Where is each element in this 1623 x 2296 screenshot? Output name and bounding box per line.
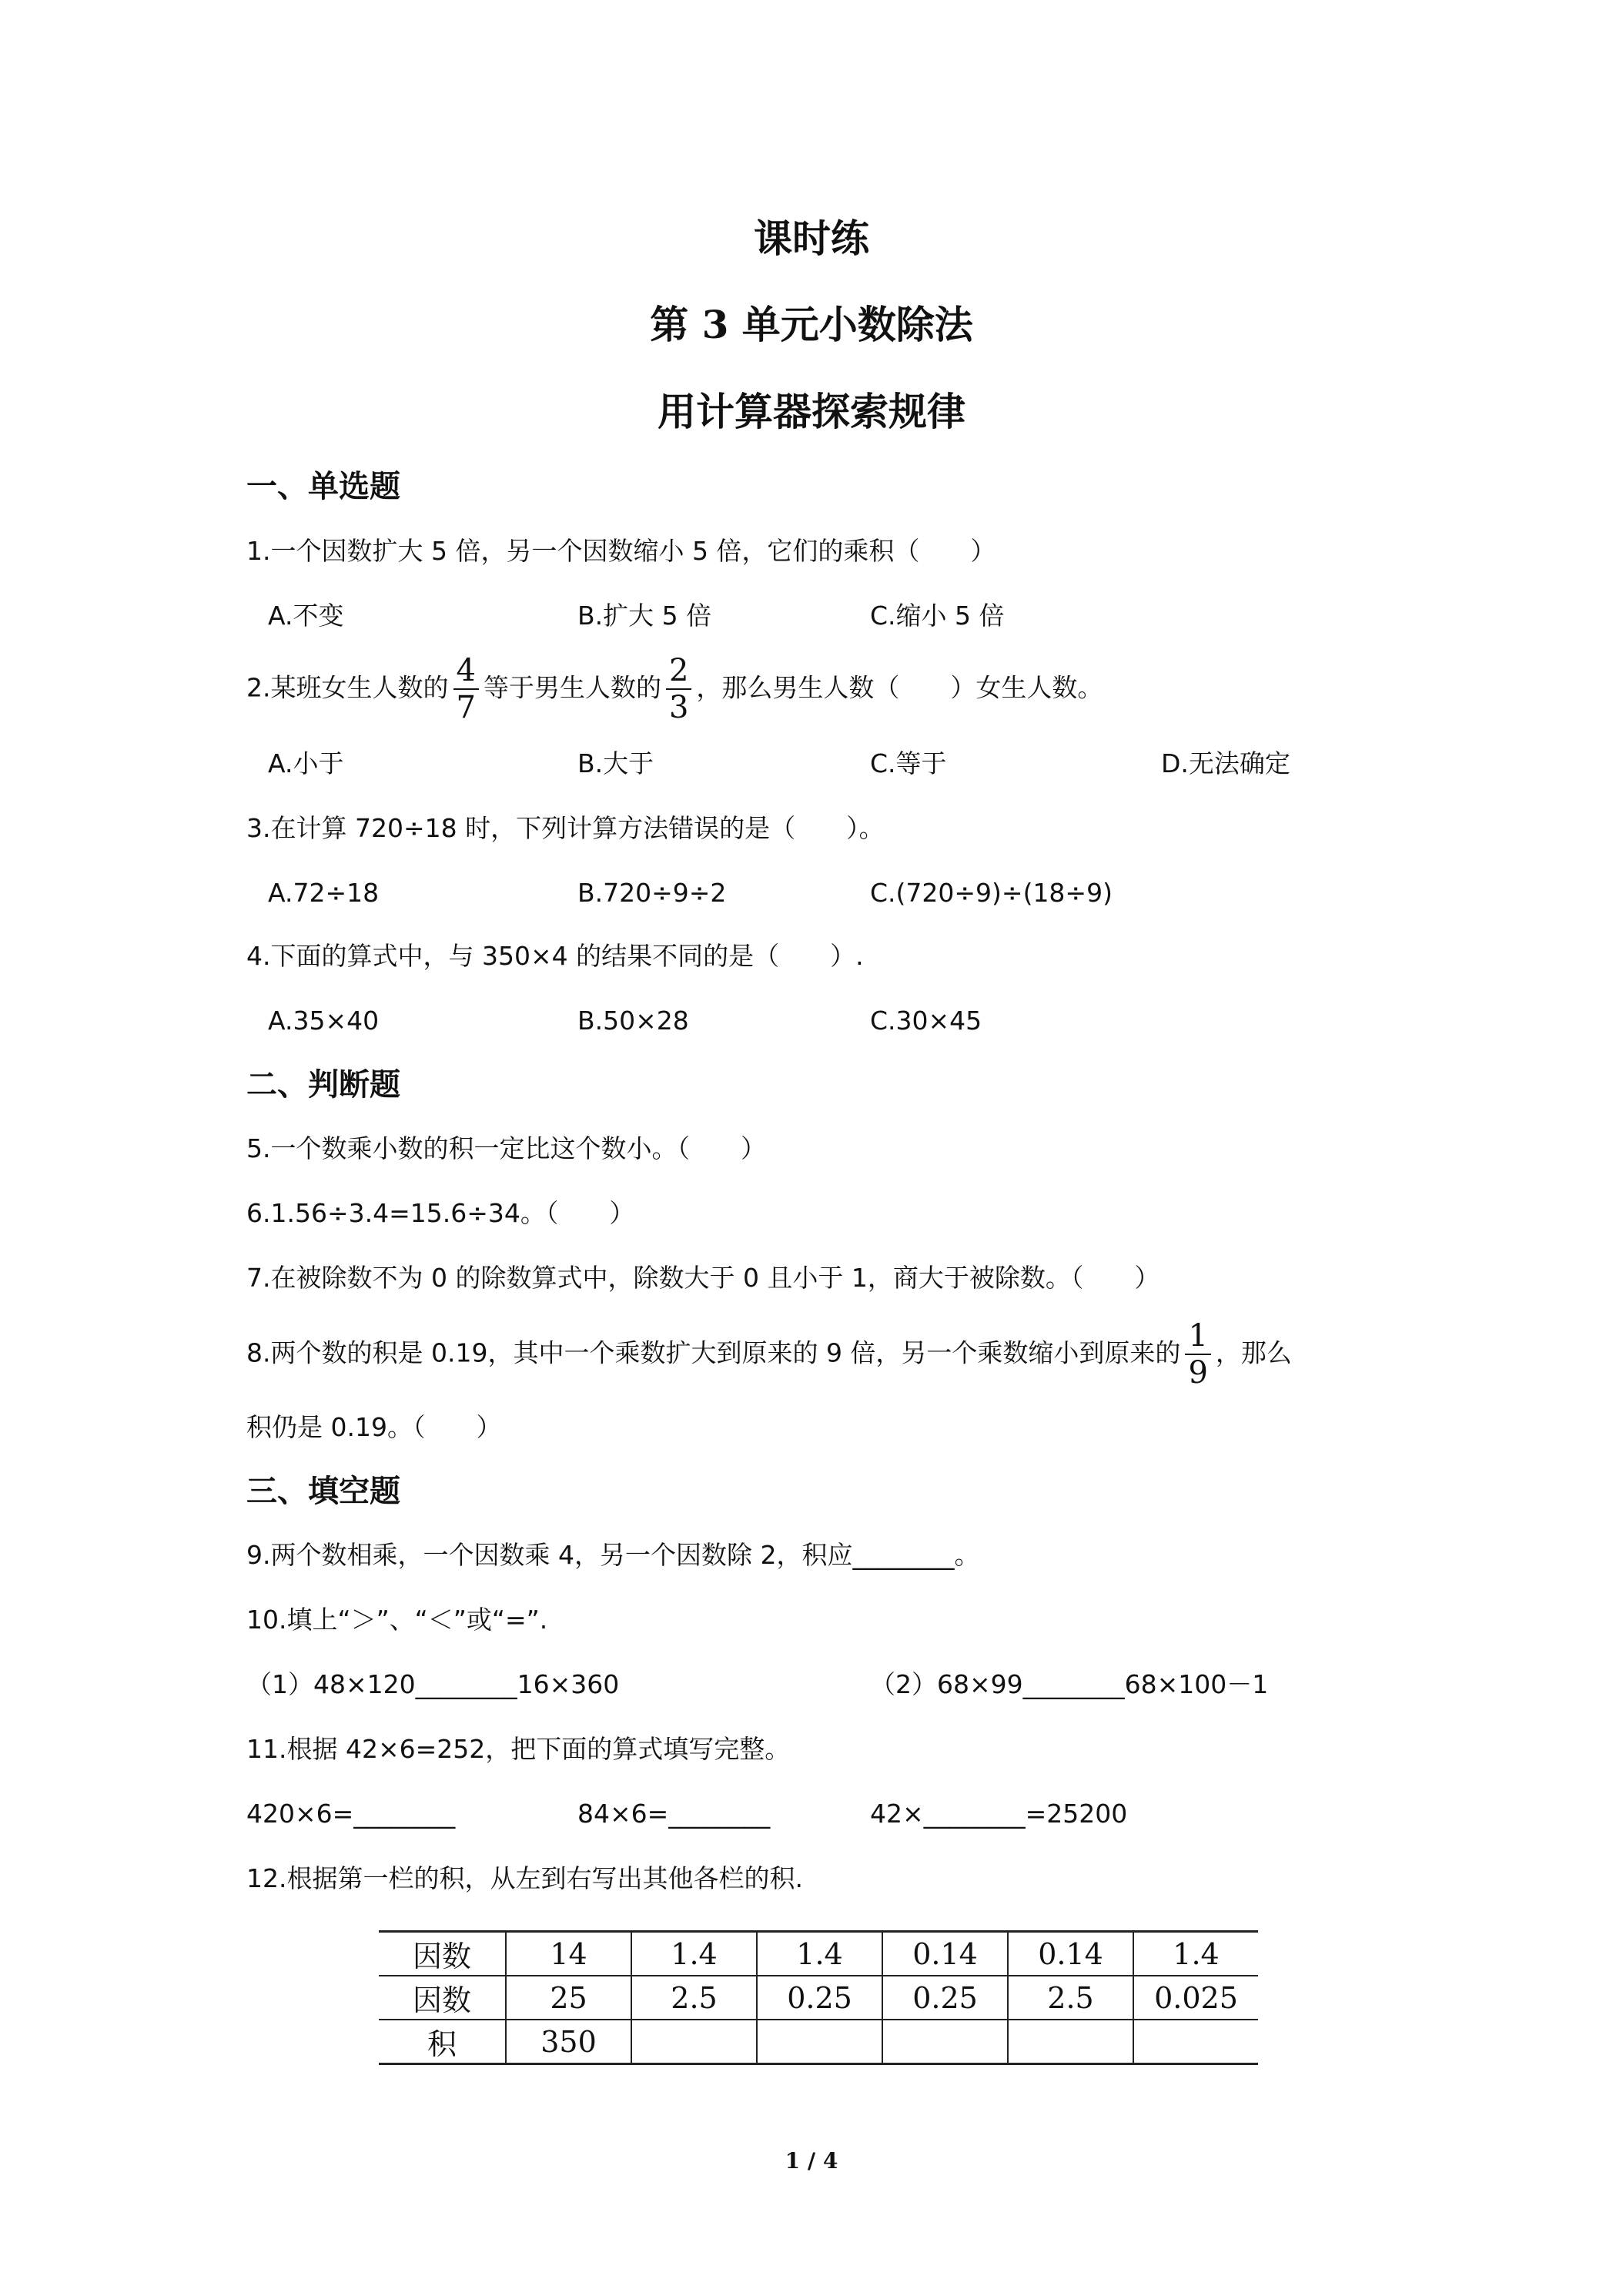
unit-title: 第 3 单元小数除法 — [650, 302, 973, 347]
table-cell: 0.25 — [757, 1976, 882, 2020]
question-8-line-2: 积仍是 0.19。（ ） — [246, 1412, 502, 1442]
table-cell: 14 — [506, 1932, 631, 1976]
factor-product-table — [379, 1930, 1258, 2065]
question-11: 11.根据 42×6=252，把下面的算式填写完整。 — [246, 1734, 791, 1764]
q1-option-a: A.不变 — [268, 601, 344, 631]
q8-numerator: 1 — [1185, 1318, 1210, 1355]
q2-option-b: B.大于 — [577, 748, 654, 778]
table-cell: 2.5 — [631, 1976, 757, 2020]
section-fill-blank: 三、填空题 — [246, 1474, 400, 1509]
question-4: 4.下面的算式中，与 350×4 的结果不同的是（ ）. — [246, 941, 864, 971]
q10-part-2: （2）68×99________68×100－1 — [870, 1669, 1269, 1699]
table-cell — [631, 2020, 757, 2064]
q11-part-2: 84×6=________ — [577, 1799, 771, 1829]
section-true-false: 二、判断题 — [246, 1067, 400, 1103]
q11-part-1: 420×6=________ — [246, 1799, 456, 1829]
table-cell — [1133, 2020, 1258, 2064]
q4-option-b: B.50×28 — [577, 1006, 689, 1036]
q2-option-d: D.无法确定 — [1161, 748, 1290, 778]
table-cell: 1.4 — [757, 1932, 882, 1976]
table-cell — [757, 2020, 882, 2064]
q2-text-post: ，那么男生人数（ ）女生人数。 — [696, 672, 1103, 703]
q4-option-c: C.30×45 — [870, 1006, 982, 1036]
table-cell: 0.25 — [882, 1976, 1008, 2020]
q2-f2-numerator: 2 — [666, 653, 691, 690]
table-row — [379, 1932, 1258, 1976]
table-cell — [1008, 2020, 1133, 2064]
table-row — [379, 2020, 1258, 2064]
q3-option-b: B.720÷9÷2 — [577, 878, 727, 908]
question-1: 1.一个因数扩大 5 倍，另一个因数缩小 5 倍，它们的乘积（ ） — [246, 536, 996, 566]
q8-denominator: 9 — [1188, 1355, 1208, 1391]
table-cell: 因数 — [379, 1976, 506, 2020]
q2-f2-denominator: 3 — [668, 690, 689, 725]
question-12: 12.根据第一栏的积，从左到右写出其他各栏的积. — [246, 1863, 803, 1893]
question-6: 6.1.56÷3.4=15.6÷34。（ ） — [246, 1198, 635, 1228]
doc-title: 课时练 — [754, 216, 869, 261]
table-cell: 1.4 — [1133, 1932, 1258, 1976]
q2-f1-denominator: 7 — [456, 690, 476, 725]
question-8 — [246, 1318, 1292, 1391]
lesson-title: 用计算器探索规律 — [658, 389, 965, 434]
q10-part-1: （1）48×120________16×360 — [246, 1669, 620, 1699]
question-9: 9.两个数相乘，一个因数乘 4，另一个因数除 2，积应________。 — [246, 1540, 980, 1570]
q2-option-c: C.等于 — [870, 748, 947, 778]
q2-fraction-1 — [453, 653, 479, 725]
q8-text-post: ，那么 — [1215, 1337, 1292, 1368]
table-cell: 0.025 — [1133, 1976, 1258, 2020]
q3-option-c: C.(720÷9)÷(18÷9) — [870, 878, 1113, 908]
q1-option-c: C.缩小 5 倍 — [870, 601, 1005, 631]
question-2 — [246, 653, 1103, 725]
q2-text-pre: 2.某班女生人数的 — [246, 672, 449, 703]
table-cell — [882, 2020, 1008, 2064]
table-cell: 25 — [506, 1976, 631, 2020]
q8-fraction — [1185, 1318, 1210, 1391]
table-cell: 积 — [379, 2020, 506, 2064]
q11-part-3: 42×________=25200 — [870, 1799, 1128, 1829]
q2-f1-numerator: 4 — [453, 653, 479, 690]
q8-text-pre: 8.两个数的积是 0.19，其中一个乘数扩大到原来的 9 倍，另一个乘数缩小到原来的 — [246, 1337, 1181, 1368]
table-cell: 2.5 — [1008, 1976, 1133, 2020]
section-single-choice: 一、单选题 — [246, 469, 400, 504]
question-7: 7.在被除数不为 0 的除数算式中，除数大于 0 且小于 1，商大于被除数。（ ） — [246, 1263, 1160, 1293]
table-cell: 因数 — [379, 1932, 506, 1976]
page-number: 1 / 4 — [785, 2148, 838, 2174]
table-cell: 0.14 — [882, 1932, 1008, 1976]
q3-option-a: A.72÷18 — [268, 878, 380, 908]
question-3: 3.在计算 720÷18 时，下列计算方法错误的是（ ）。 — [246, 813, 885, 843]
q4-option-a: A.35×40 — [268, 1006, 380, 1036]
table-cell: 0.14 — [1008, 1932, 1133, 1976]
table-cell: 350 — [506, 2020, 631, 2064]
table-row — [379, 1976, 1258, 2020]
question-5: 5.一个数乘小数的积一定比这个数小。（ ） — [246, 1133, 766, 1163]
question-10: 10.填上“＞”、“＜”或“=”. — [246, 1605, 548, 1635]
q2-fraction-2 — [666, 653, 691, 725]
q2-text-mid: 等于男生人数的 — [483, 672, 661, 703]
q2-option-a: A.小于 — [268, 748, 344, 778]
table-cell: 1.4 — [631, 1932, 757, 1976]
q1-option-b: B.扩大 5 倍 — [577, 601, 712, 631]
